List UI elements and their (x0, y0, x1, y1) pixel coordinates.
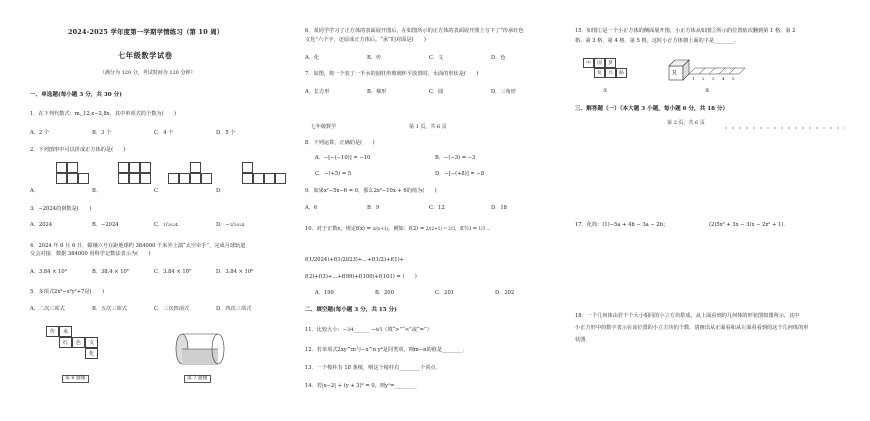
question-9-options (305, 205, 555, 212)
section-1-header: 一、单选题(每小题 3 分，共 30 分) (30, 92, 122, 98)
figure-15-cube-path (667, 54, 763, 86)
exam-column-2 (303, 0, 565, 421)
option-c[interactable]: C．−(+5) = 5 (315, 171, 352, 177)
option-c[interactable]: C．文 (429, 55, 444, 61)
fig15-cell: 兴 (605, 68, 616, 78)
question-10-options (315, 290, 555, 297)
question-1-rest2: ，其中单项式的个数为( ) (109, 111, 177, 117)
question-10-text-c: ，f(½) = (454, 226, 478, 232)
question-15-line-2: 格、第 3 格、第 4 格、第 5 格，这时小正方体朝上面的字是________． (575, 38, 741, 44)
section-3-header: 三、解答题（一）（本大题 3 小题，每小题 6 分，共 18 分） (575, 106, 729, 112)
option-c[interactable]: C．圆 (429, 89, 444, 95)
question-6-options (305, 55, 555, 62)
question-3-options (30, 222, 280, 229)
question-8-options-row-2 (315, 171, 555, 178)
fig15-cell: 复 (594, 68, 605, 78)
option-d[interactable]: D．5 个 (216, 130, 236, 136)
footer-page: 第 1 页，共 6 页 (409, 124, 447, 130)
fig6-cell: 传 (46, 326, 59, 337)
fig15-cell: 国 (594, 58, 605, 68)
figure-15-label-1: ① (603, 88, 608, 94)
cell-label: 3 (712, 76, 715, 81)
option-c[interactable]: C．4 个 (154, 130, 174, 136)
option-b[interactable]: B．梯形 (367, 89, 387, 95)
option-a[interactable]: A．3.84 × 10⁴ (30, 269, 67, 275)
question-4-line-1: 4．2024 年 6 月 6 日，嫦娥六号在距地球约 384000 千米外上演“太空牵手”，完成月球轨道 (30, 243, 246, 249)
option-c[interactable]: C．1/2024 (154, 222, 178, 228)
question-7-options (305, 89, 555, 96)
option-b[interactable]: B．五次三项式 (92, 306, 127, 312)
question-1-rest: ,12,x−2,8x (81, 111, 110, 117)
question-2: 2．下列图形中可以折成正方体的是( ) (30, 147, 126, 153)
question-2-options (30, 188, 280, 195)
question-17-part-1: 17．化简：(1)−5a + 4b − 3a − 2b； (575, 222, 669, 228)
question-9: 9．如果x²−5x−6 = 0，那么2x²−10x + 6的值为( ) (305, 188, 437, 194)
fig15-cell: 路 (616, 68, 627, 78)
question-1 (30, 111, 176, 118)
option-a[interactable]: A．6 (305, 205, 318, 211)
option-b[interactable]: B．−(−3) = −3 (435, 155, 476, 161)
option-d[interactable]: D．色 (491, 55, 506, 61)
question-5-options (30, 306, 280, 313)
figure-7-caption: 第 7 题图 (184, 375, 211, 383)
question-4-line-2: 交会对接．数据 384000 用科学记数法表示为( ) (30, 251, 151, 257)
question-6-line-1: 6．某同学学习了正方体的表面展开图后，在如图所示的正方体的表面展开图上写下了“传承红色 (305, 28, 524, 34)
option-b[interactable]: B． (92, 188, 101, 194)
question-13: 13．一个棱柱有 18 条棱，则这个棱柱有________个顶点． (305, 365, 441, 371)
option-d[interactable]: D．−1/2024 (216, 222, 245, 228)
cell-label: 5 (732, 76, 735, 81)
option-d[interactable]: D． (216, 188, 226, 194)
option-c[interactable]: C．三次四项式 (154, 306, 190, 312)
question-10-line-2: f(1/2024)+f(1/2023)+…+f(1/2)+f(1)+ (305, 257, 404, 263)
fig6-cell: 红 (59, 337, 72, 348)
footer-subject: 七年级数学 (311, 124, 337, 130)
page-number-2: 第 2 页，共 6 页 (667, 120, 705, 126)
figure-6 (46, 326, 126, 378)
fig15-cell: 中 (583, 58, 594, 68)
figure-7-cylinder (174, 330, 226, 368)
question-10-line-3: f(2)+f(3)+…+f(99)+f(100)+f(101) = ( ) (305, 274, 417, 280)
question-18-line-2: 小正方形中的数字表示在该位置的小立方块的个数．请画出从正面看和从左面看看到的这个几何体的形 (575, 325, 809, 331)
question-14: 14．若|x−2| + (y + 3)² = 0，则yˣ=________． (305, 383, 421, 389)
question-4-options (30, 269, 280, 276)
dash-decoration (725, 126, 845, 130)
question-11: 11．比较大小：−3/4______ −4/5（填“>”“<”或“=”） (305, 327, 432, 333)
question-5: 5．多项式2x⁴−x²y²+7是( ) (30, 289, 104, 295)
exam-column-3 (575, 0, 865, 421)
option-d[interactable]: D．四次三项式 (216, 306, 252, 312)
section-2-header: 二、填空题(每小题 3 分，共 15 分) (305, 307, 397, 313)
cell-label: 1 (692, 76, 695, 81)
option-a[interactable]: A．2024 (30, 222, 53, 228)
option-b[interactable]: B．−2024 (92, 222, 119, 228)
question-8-options-row-1 (315, 155, 555, 162)
question-7: 7．如图，将一个装了一半水的圆柱形玻璃杯平放置时，水面的形状是( ) (305, 71, 479, 77)
question-15-line-1: 15．如图①是一个小正方体的侧面展开图，小正方体从如图②所示的位置依次翻到第 1 格、第 2 (575, 28, 796, 34)
fig6-cell: 化 (85, 348, 98, 359)
option-c[interactable]: C．201 (435, 290, 455, 296)
question-12: 12．若单项式2xy^m与−x^n y⁴是同类项，则m−n的值是________． (305, 347, 468, 353)
cell-label: 4 (722, 76, 725, 81)
figure-15-front-face: 复 (672, 70, 678, 76)
option-d[interactable]: D．202 (495, 290, 515, 296)
option-d[interactable]: D．18 (491, 205, 507, 211)
fig6-cell: 色 (72, 337, 85, 348)
option-b[interactable]: B．9 (367, 205, 380, 211)
option-a[interactable]: A．化 (305, 55, 320, 61)
option-a[interactable]: A．199 (315, 290, 334, 296)
option-d[interactable]: D．−[−(+8)] = −8 (435, 171, 485, 177)
question-1-options (30, 130, 280, 137)
exam-subtitle: 七年级数学试卷 (118, 51, 173, 60)
fig15-cell: 梦 (605, 58, 616, 68)
question-8: 8．下列运算，正确的是( ) (305, 140, 375, 146)
option-a[interactable]: A．2 个 (30, 130, 50, 136)
option-c[interactable]: C． (154, 188, 164, 194)
question-10-text: 10．对于正数x，规定f(x) = (305, 226, 373, 232)
option-d[interactable]: D．三角形 (491, 89, 516, 95)
question-1-text: 1．在下列代数式：m, (30, 111, 82, 117)
option-a[interactable]: A．−[−(−10)] = −10 (315, 155, 371, 161)
exam-title: 2024-2025 学年度第一学期学情练习（第 10 周） (68, 28, 224, 36)
question-10-line-1: 10．对于正数x，规定f(x) = x/(x+1)，例如：f(2) = 2/(2+1) = 2/3，f(½) = 1/3 … (305, 226, 491, 232)
fig6-cell: 承 (59, 326, 72, 337)
figure-6-caption: 第 6 题图 (62, 375, 89, 383)
option-b[interactable]: B．38.4 × 10⁵ (92, 269, 129, 275)
question-6-line-2: 文化”六个字，还原成正方体后，“承”的对面是( ) (305, 37, 426, 43)
question-18-line-1: 18．一个几何体由若干个大小相同的小立方块搭成，从上面看到的几何体的形状图如图所示，其中 (575, 313, 800, 319)
option-a[interactable]: A．二次三项式 (30, 306, 65, 312)
fig6-cell: 文 (85, 337, 98, 348)
question-3: 3．−2024的倒数是( ) (30, 206, 92, 212)
exam-note: （满分为 120 分，考试时间为 120 分钟） (100, 70, 196, 76)
figure-15-net (583, 58, 643, 86)
option-b[interactable]: B．传 (367, 55, 382, 61)
question-18-line-3: 状图． (575, 337, 591, 343)
option-c[interactable]: C．12 (429, 205, 445, 211)
option-a[interactable]: A． (30, 188, 39, 194)
option-d[interactable]: D．3.84 × 10⁶ (216, 269, 254, 275)
exam-column-1 (28, 0, 290, 421)
figure-15-label-2: ② (705, 88, 710, 94)
option-b[interactable]: B．200 (375, 290, 394, 296)
cell-label: 2 (702, 76, 705, 81)
question-17-part-2: (2)5x² + 3x − 3(x − 2x² + 1)． (709, 222, 789, 228)
option-a[interactable]: A．长方形 (305, 89, 330, 95)
option-b[interactable]: B．3 个 (92, 130, 112, 136)
option-c[interactable]: C．3.84 × 10⁵ (154, 269, 192, 275)
question-10-text-b: ，例如：f(2) = (388, 226, 426, 232)
